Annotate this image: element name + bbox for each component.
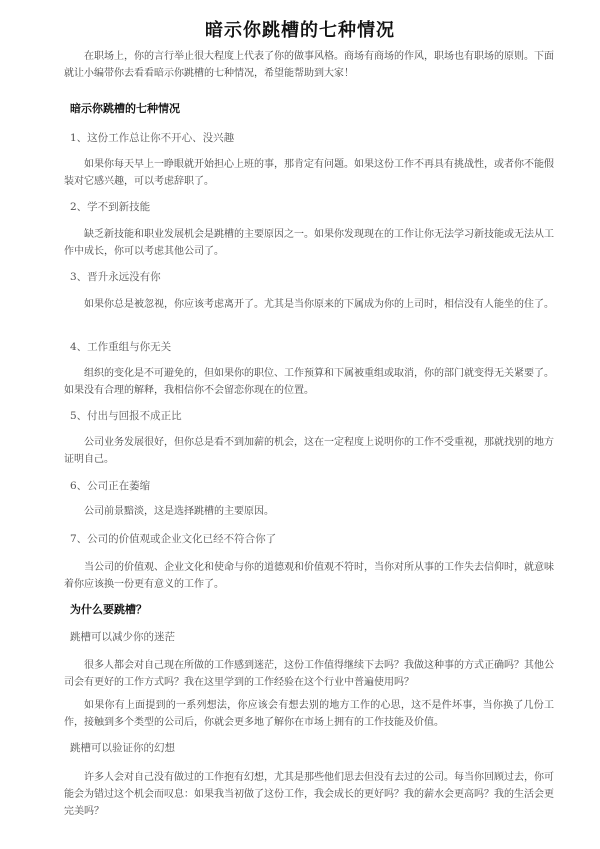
intro-paragraph: 在职场上，你的言行举止很大程度上代表了你的做事风格。商场有商场的作风，职场也有职场的原则。下面就让小编带你去看看暗示你跳槽的七种情况，希望能帮助到大家！ <box>64 51 554 79</box>
item2-heading: 2、学不到新技能 <box>70 201 151 213</box>
item3-heading: 3、晋升永远没有你 <box>70 271 161 283</box>
item4-heading: 4、工作重组与你无关 <box>70 341 172 353</box>
item1-text: 如果你每天早上一睁眼就开始担心上班的事，那肯定有问题。如果这份工作不再具有挑战性，或者你不能假装对它感兴趣，可以考虑辞职了。 <box>64 159 554 187</box>
item5-text: 公司业务发展很好，但你总是看不到加薪的机会，这在一定程度上说明你的工作不受重视，那就找别的地方证明自己。 <box>64 437 554 465</box>
item6-text: 公司前景黯淡，这是选择跳槽的主要原因。 <box>84 506 274 517</box>
sub2-paragraph1: 许多人会对自己没有做过的工作抱有幻想，尤其是那些他们思去但没有去过的公司。每当你回顾过去，你可能会为错过这个机会而叹息：如果我当初做了这份工作，我会成长的更好吗？我的薪水会更高吗？我的生活会更完美吗？ <box>64 772 554 817</box>
document-title: 暗示你跳槽的七种情况 <box>205 20 395 41</box>
section2-title: 为什么要跳槽？ <box>70 603 147 616</box>
item6-heading: 6、公司正在萎缩 <box>70 480 151 492</box>
item2-text: 缺乏新技能和职业发展机会是跳槽的主要原因之一。如果你发现现在的工作让你无法学习新技能或无法从工作中成长，你可以考虑其他公司了。 <box>64 229 554 257</box>
section1-title: 暗示你跳槽的七种情况 <box>70 102 180 115</box>
sub1-paragraph1: 很多人都会对自己现在所做的工作感到迷茫，这份工作值得继续下去吗？我做这种事的方式正确吗？其他公司会有更好的工作方式吗？我在这里学到的工作经验在这个行业中普遍使用吗？ <box>64 660 554 688</box>
sub1-paragraph2: 如果你有上面提到的一系列想法，你应该会有想去别的地方工作的心思，这不是件坏事，当你换了几份工作，接触到多个类型的公司后，你就会更多地了解你在市场上拥有的工作技能及价值。 <box>64 700 554 728</box>
item5-heading: 5、付出与回报不成正比 <box>70 410 182 422</box>
sub1-heading: 跳槽可以减少你的迷茫 <box>70 631 175 643</box>
sub2-heading: 跳槽可以验证你的幻想 <box>70 742 175 754</box>
item7-heading: 7、公司的价值观或企业文化已经不符合你了 <box>70 533 277 545</box>
item7-text: 当公司的价值观、企业文化和使命与你的道德观和价值观不符时，当你对所从事的工作失去信仰时，就意味着你应该换一份更有意义的工作了。 <box>64 562 554 590</box>
item3-text: 如果你总是被忽视，你应该考虑离开了。尤其是当你原来的下属成为你的上司时，相信没有人能坐的住了。 <box>84 299 554 310</box>
item1-heading: 1、这份工作总让你不开心、没兴趣 <box>70 132 235 144</box>
item4-text: 组织的变化是不可避免的，但如果你的职位、工作预算和下属被重组或取消，你的部门就变得无关紧要了。如果没有合理的解释，我相信你不会留恋你现在的位置。 <box>64 368 554 396</box>
